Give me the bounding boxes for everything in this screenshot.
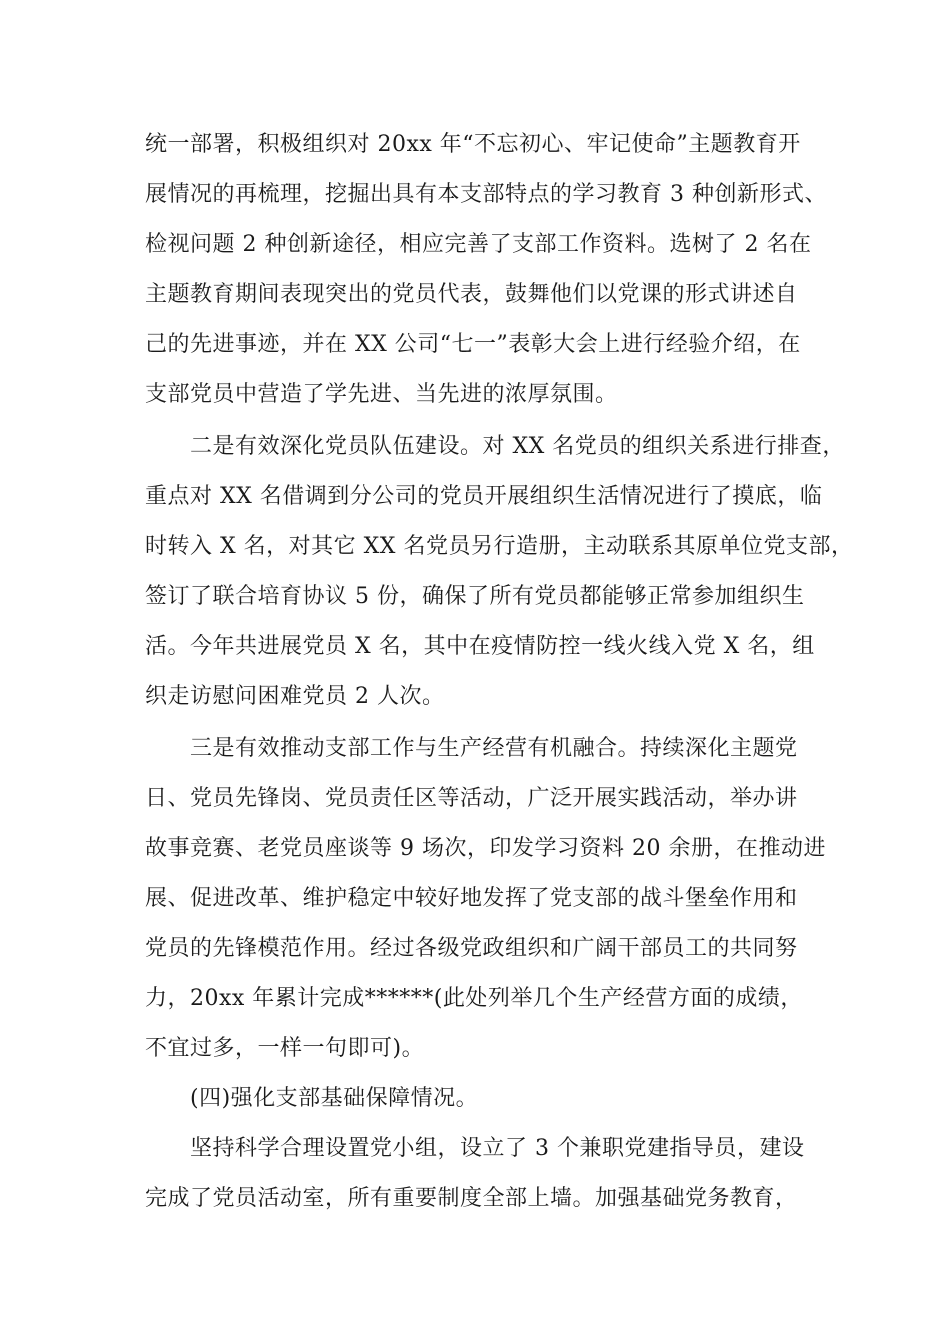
text-line: 党员的先锋模范作用。经过各级党政组织和广阔干部员工的共同努 <box>145 936 798 961</box>
text-line: 不宜过多，一样一句即可)。 <box>145 1036 425 1061</box>
paragraph-start-line: 坚持科学合理设置党小组，设立了 3 个兼职党建指导员，建设 <box>190 1136 805 1161</box>
text-line: 故事竞赛、老党员座谈等 9 场次，印发学习资料 20 余册，在推动进 <box>145 836 826 861</box>
text-line: 己的先进事迹，并在 XX 公司“七一”表彰大会上进行经验介绍，在 <box>145 332 801 357</box>
paragraph-start-line: 二是有效深化党员队伍建设。对 XX 名党员的组织关系进行排查， <box>190 434 845 459</box>
text-line: 织走访慰问困难党员 2 人次。 <box>145 684 445 709</box>
text-line: 时转入 X 名，对其它 XX 名党员另行造册，主动联系其原单位党支部， <box>145 534 854 559</box>
text-line: 检视问题 2 种创新途径，相应完善了支部工作资料。选树了 2 名在 <box>145 232 812 257</box>
text-line: 支部党员中营造了学先进、当先进的浓厚氛围。 <box>145 382 618 407</box>
text-line: 重点对 XX 名借调到分公司的党员开展组织生活情况进行了摸底，临 <box>145 484 823 509</box>
text-line: 主题教育期间表现突出的党员代表，鼓舞他们以党课的形式讲述自 <box>145 282 798 307</box>
paragraph-start-line: 三是有效推动支部工作与生产经营有机融合。持续深化主题党 <box>190 736 798 761</box>
text-line: 日、党员先锋岗、党员责任区等活动，广泛开展实践活动，举办讲 <box>145 786 798 811</box>
text-line: 活。今年共进展党员 X 名，其中在疫情防控一线火线入党 X 名，组 <box>145 634 815 659</box>
text-line: 完成了党员活动室，所有重要制度全部上墙。加强基础党务教育， <box>145 1186 798 1211</box>
text-line: 力，20xx 年累计完成******(此处列举几个生产经营方面的成绩， <box>145 986 803 1011</box>
text-line: 展、促进改革、维护稳定中较好地发挥了党支部的战斗堡垒作用和 <box>145 886 798 911</box>
text-line: 展情况的再梳理，挖掘出具有本支部特点的学习教育 3 种创新形式、 <box>145 182 827 207</box>
section-heading: (四)强化支部基础保障情况。 <box>190 1086 479 1111</box>
text-line: 统一部署，积极组织对 20xx 年“不忘初心、牢记使命”主题教育开 <box>145 132 801 157</box>
text-line: 签订了联合培育协议 5 份，确保了所有党员都能够正常参加组织生 <box>145 584 805 609</box>
